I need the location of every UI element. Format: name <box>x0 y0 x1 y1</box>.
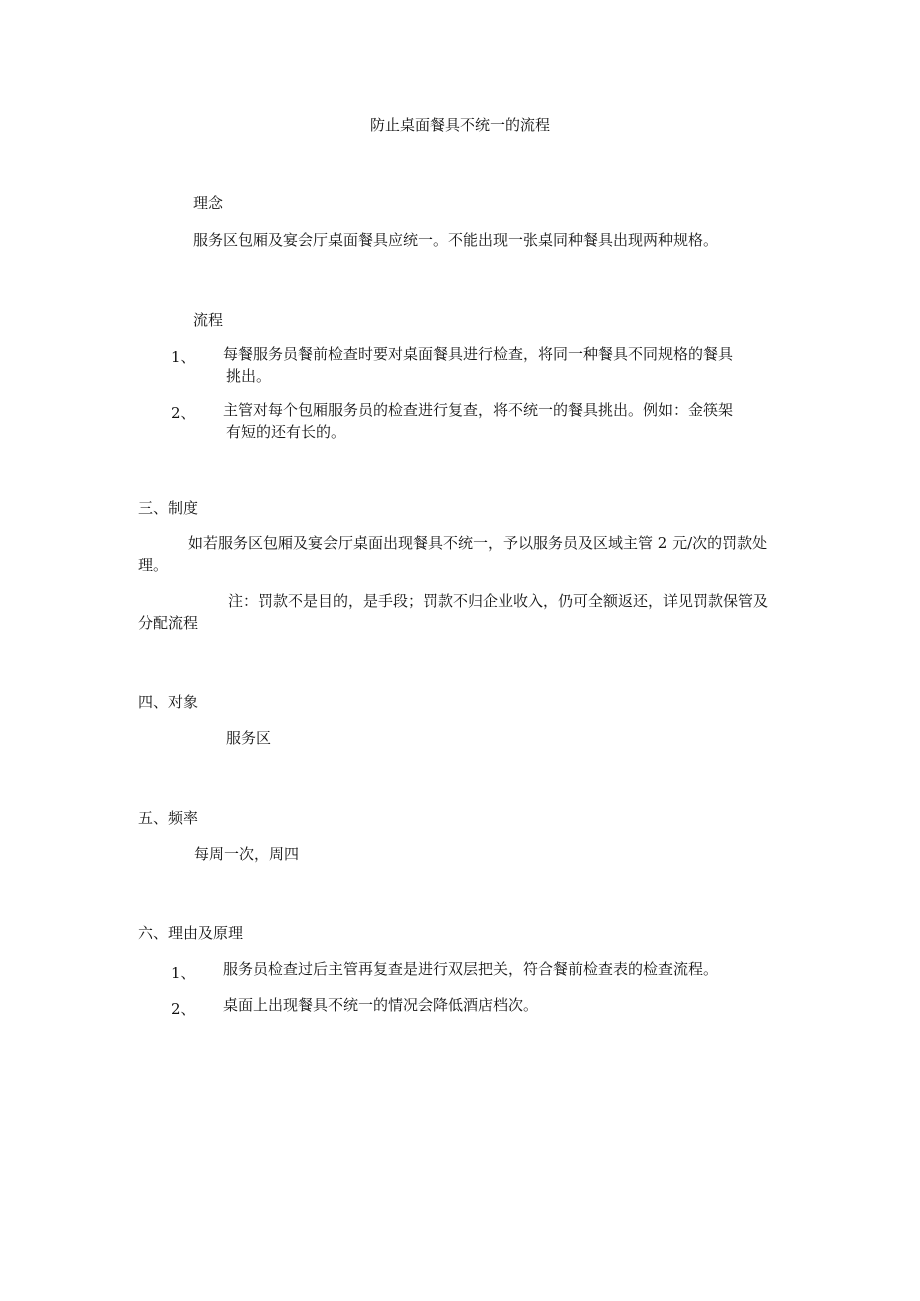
process-item-text-cont: 有短的还有长的。 <box>226 423 347 441</box>
section-heading-rationale: 六、理由及原理 <box>138 924 244 942</box>
rationale-item-number: 2、 <box>171 1000 196 1018</box>
process-item-text: 主管对每个包厢服务员的检查进行复查，将不统一的餐具挑出。例如：金筷架 <box>223 401 734 419</box>
process-item-text-cont: 挑出。 <box>226 367 272 385</box>
concept-text: 服务区包厢及宴会厅桌面餐具应统一。不能出现一张桌同种餐具出现两种规格。 <box>193 231 719 249</box>
policy-note: 注：罚款不是目的，是手段；罚款不归企业收入，仍可全额返还，详见罚款保管及 <box>228 592 769 610</box>
rationale-item-text: 桌面上出现餐具不统一的情况会降低酒店档次。 <box>223 996 539 1014</box>
section-heading-concept: 理念 <box>193 194 224 212</box>
section-heading-process: 流程 <box>193 311 224 329</box>
rationale-item-number: 1、 <box>171 964 196 982</box>
section-heading-frequency: 五、频率 <box>138 809 199 827</box>
process-item-number: 2、 <box>171 404 196 422</box>
frequency-text: 每周一次，周四 <box>194 845 300 863</box>
policy-note-cont: 分配流程 <box>138 614 199 632</box>
process-item-text: 每餐服务员餐前检查时要对桌面餐具进行检查，将同一种餐具不同规格的餐具 <box>223 345 734 363</box>
section-heading-target: 四、对象 <box>138 693 199 711</box>
rationale-item-text: 服务员检查过后主管再复查是进行双层把关，符合餐前检查表的检查流程。 <box>223 960 719 978</box>
process-item-number: 1、 <box>171 348 196 366</box>
target-text: 服务区 <box>226 729 272 747</box>
policy-text-cont: 理。 <box>138 556 169 574</box>
policy-text: 如若服务区包厢及宴会厅桌面出现餐具不统一，予以服务员及区域主管 2 元/次的罚款处 <box>188 534 768 552</box>
document-title: 防止桌面餐具不统一的流程 <box>369 116 550 134</box>
section-heading-policy: 三、制度 <box>138 499 199 517</box>
